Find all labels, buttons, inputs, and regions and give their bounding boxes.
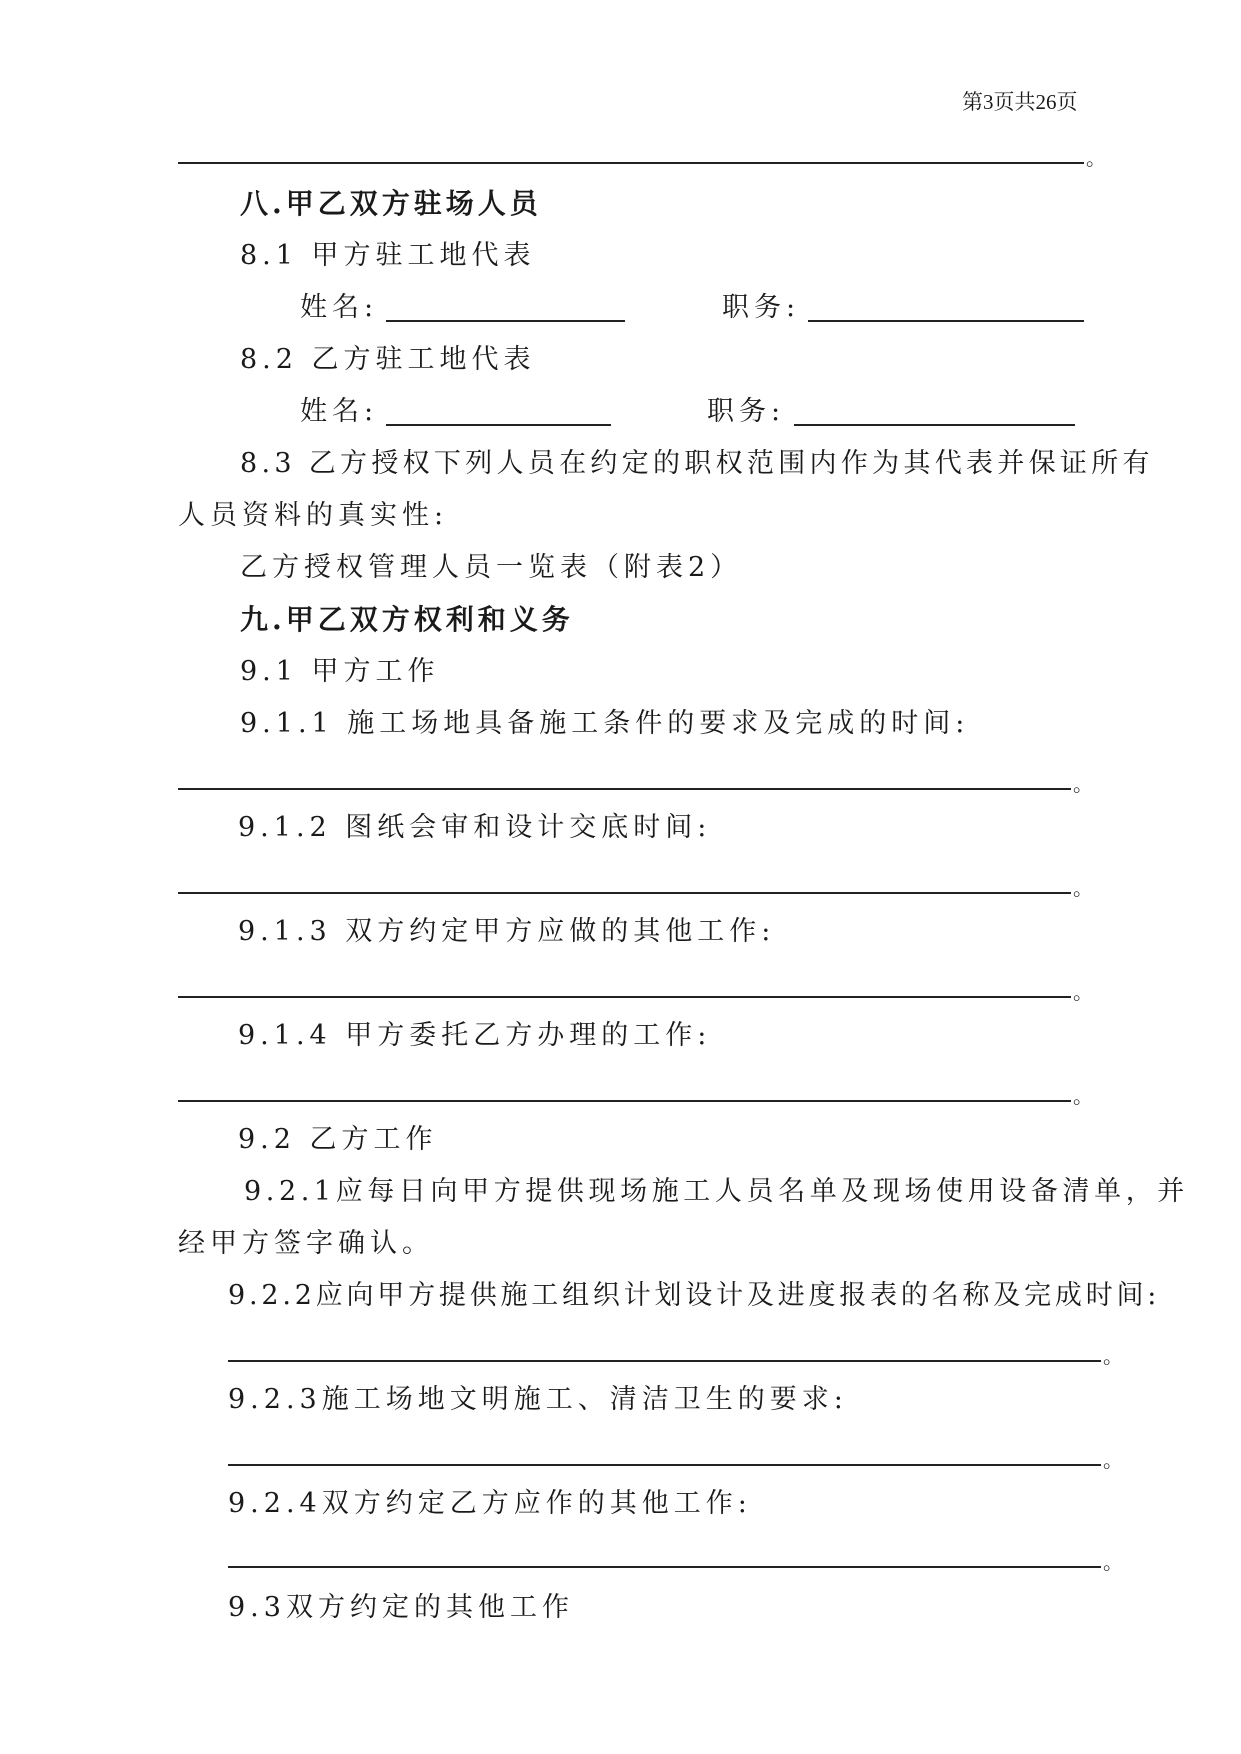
fill-in-line[interactable] xyxy=(178,892,1071,894)
period-mark: 。 xyxy=(1073,980,1093,1004)
clause-9-3: 9.3双方约定的其他工作 xyxy=(228,1592,574,1623)
clause-9-2-4: 9.2.4双方约定乙方应作的其他工作: xyxy=(228,1488,752,1519)
party-a-position-field[interactable] xyxy=(808,320,1084,322)
clause-9-1-3: 9.1.3 双方约定甲方应做的其他工作: xyxy=(238,916,776,947)
clause-8-3: 8.3 乙方授权下列人员在约定的职权范围内作为其代表并保证所有 xyxy=(240,448,1154,479)
clause-9-1-2: 9.1.2 图纸会审和设计交底时间: xyxy=(238,812,712,843)
period-mark: 。 xyxy=(1086,146,1106,170)
period-mark: 。 xyxy=(1073,876,1093,900)
section-heading: 八.甲乙双方驻场人员 xyxy=(240,187,542,220)
period-mark: 。 xyxy=(1073,1084,1093,1108)
party-b-name-field[interactable] xyxy=(386,424,611,426)
fill-in-line[interactable] xyxy=(178,788,1071,790)
position-label: 职务: xyxy=(722,292,801,323)
name-label: 姓名: xyxy=(300,292,379,323)
clause-9-2-3: 9.2.3施工场地文明施工、清洁卫生的要求: xyxy=(228,1384,848,1415)
clause-8-2: 8.2 乙方驻工地代表 xyxy=(240,344,536,375)
clause-9-1-4: 9.1.4 甲方委托乙方办理的工作: xyxy=(238,1020,712,1051)
fill-in-line[interactable] xyxy=(178,162,1084,164)
party-a-name-field[interactable] xyxy=(386,320,625,322)
appendix-reference: 乙方授权管理人员一览表（附表2） xyxy=(240,552,743,583)
fill-in-line[interactable] xyxy=(228,1360,1101,1362)
clause-8-3-cont: 人员资料的真实性: xyxy=(178,500,449,531)
period-mark: 。 xyxy=(1073,772,1093,796)
party-b-position-field[interactable] xyxy=(794,424,1075,426)
fill-in-line[interactable] xyxy=(228,1566,1101,1568)
fill-in-line[interactable] xyxy=(178,1100,1071,1102)
section-heading: 九.甲乙双方权利和义务 xyxy=(240,603,574,636)
clause-9-2-1-cont: 经甲方签字确认。 xyxy=(178,1228,434,1259)
period-mark: 。 xyxy=(1103,1550,1123,1574)
clause-9-1-1: 9.1.1 施工场地具备施工条件的要求及完成的时间: xyxy=(240,708,970,739)
page-number: 第3页共26页 xyxy=(962,90,1078,114)
fill-in-line[interactable] xyxy=(228,1464,1101,1466)
clause-8-1: 8.1 甲方驻工地代表 xyxy=(240,240,536,271)
clause-9-2-2: 9.2.2应向甲方提供施工组织计划设计及进度报表的名称及完成时间: xyxy=(228,1280,1161,1311)
period-mark: 。 xyxy=(1103,1344,1123,1368)
name-label: 姓名: xyxy=(300,396,379,427)
clause-9-2: 9.2 乙方工作 xyxy=(238,1124,438,1155)
position-label: 职务: xyxy=(707,396,786,427)
clause-9-2-1: 9.2.1应每日向甲方提供现场施工人员名单及现场使用设备清单，并 xyxy=(244,1176,1189,1207)
period-mark: 。 xyxy=(1103,1448,1123,1472)
fill-in-line[interactable] xyxy=(178,996,1071,998)
clause-9-1: 9.1 甲方工作 xyxy=(240,656,440,687)
